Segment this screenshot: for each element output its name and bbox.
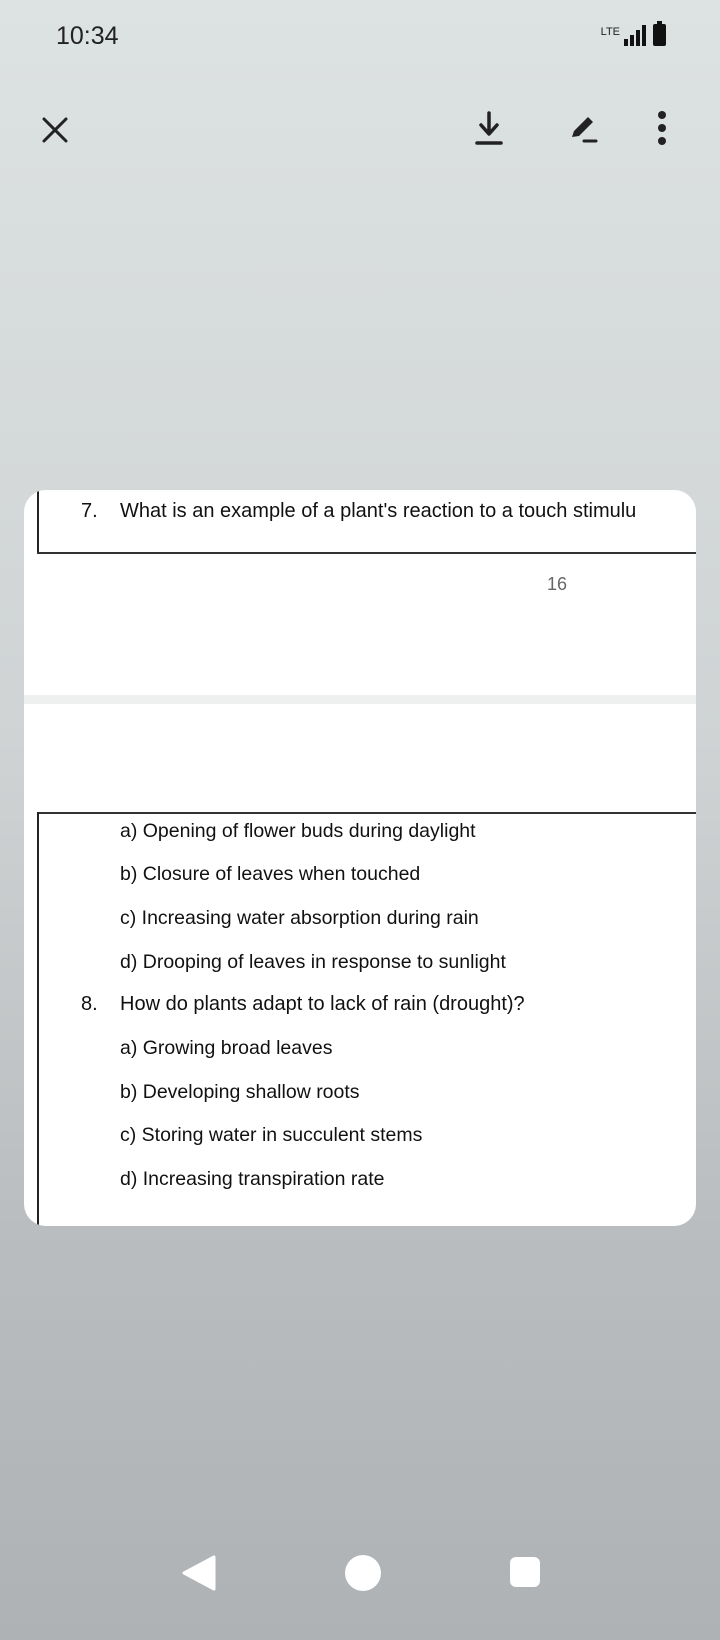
close-icon bbox=[41, 116, 69, 144]
option-8b: b) Developing shallow roots bbox=[120, 1081, 360, 1103]
status-icons bbox=[601, 24, 666, 46]
option-8d: d) Increasing transpiration rate bbox=[120, 1168, 385, 1190]
option-8a: a) Growing broad leaves bbox=[120, 1037, 333, 1059]
home-icon[interactable] bbox=[345, 1555, 381, 1591]
download-icon bbox=[474, 110, 504, 146]
close-button[interactable] bbox=[30, 105, 80, 155]
table-border-top bbox=[37, 552, 696, 554]
option-7b: b) Closure of leaves when touched bbox=[120, 863, 421, 885]
question-number: 8. bbox=[81, 993, 98, 1015]
edit-icon bbox=[566, 111, 600, 145]
option-7c: c) Increasing water absorption during rain bbox=[120, 907, 479, 929]
network-type-label: LTE bbox=[600, 26, 620, 38]
question-text: How do plants adapt to lack of rain (drought)? bbox=[120, 993, 525, 1015]
page-break bbox=[24, 695, 696, 704]
navigation-bar bbox=[0, 1545, 720, 1615]
back-icon bbox=[180, 1553, 220, 1593]
table-border-mid bbox=[37, 812, 696, 814]
recents-icon[interactable] bbox=[510, 1557, 540, 1587]
question-number: 7. bbox=[81, 500, 98, 522]
more-vert-icon bbox=[657, 110, 667, 146]
table-border-left-bottom bbox=[37, 812, 39, 1226]
status-bar bbox=[0, 0, 720, 80]
document-preview[interactable] bbox=[24, 490, 696, 1226]
table-border-left-top bbox=[37, 490, 39, 552]
signal-icon bbox=[624, 24, 646, 46]
status-time: 10:34 bbox=[56, 22, 119, 50]
page-number: 16 bbox=[547, 574, 568, 594]
back-button[interactable] bbox=[180, 1553, 220, 1593]
option-7a: a) Opening of flower buds during daylight bbox=[120, 820, 476, 842]
more-options-button[interactable] bbox=[642, 103, 682, 153]
option-7d: d) Drooping of leaves in response to sunlight bbox=[120, 951, 506, 973]
download-button[interactable] bbox=[464, 103, 514, 153]
option-8c: c) Storing water in succulent stems bbox=[120, 1124, 423, 1146]
battery-icon bbox=[653, 24, 666, 46]
edit-button[interactable] bbox=[558, 103, 608, 153]
question-text: What is an example of a plant's reaction to a touch stimulu bbox=[120, 500, 637, 522]
